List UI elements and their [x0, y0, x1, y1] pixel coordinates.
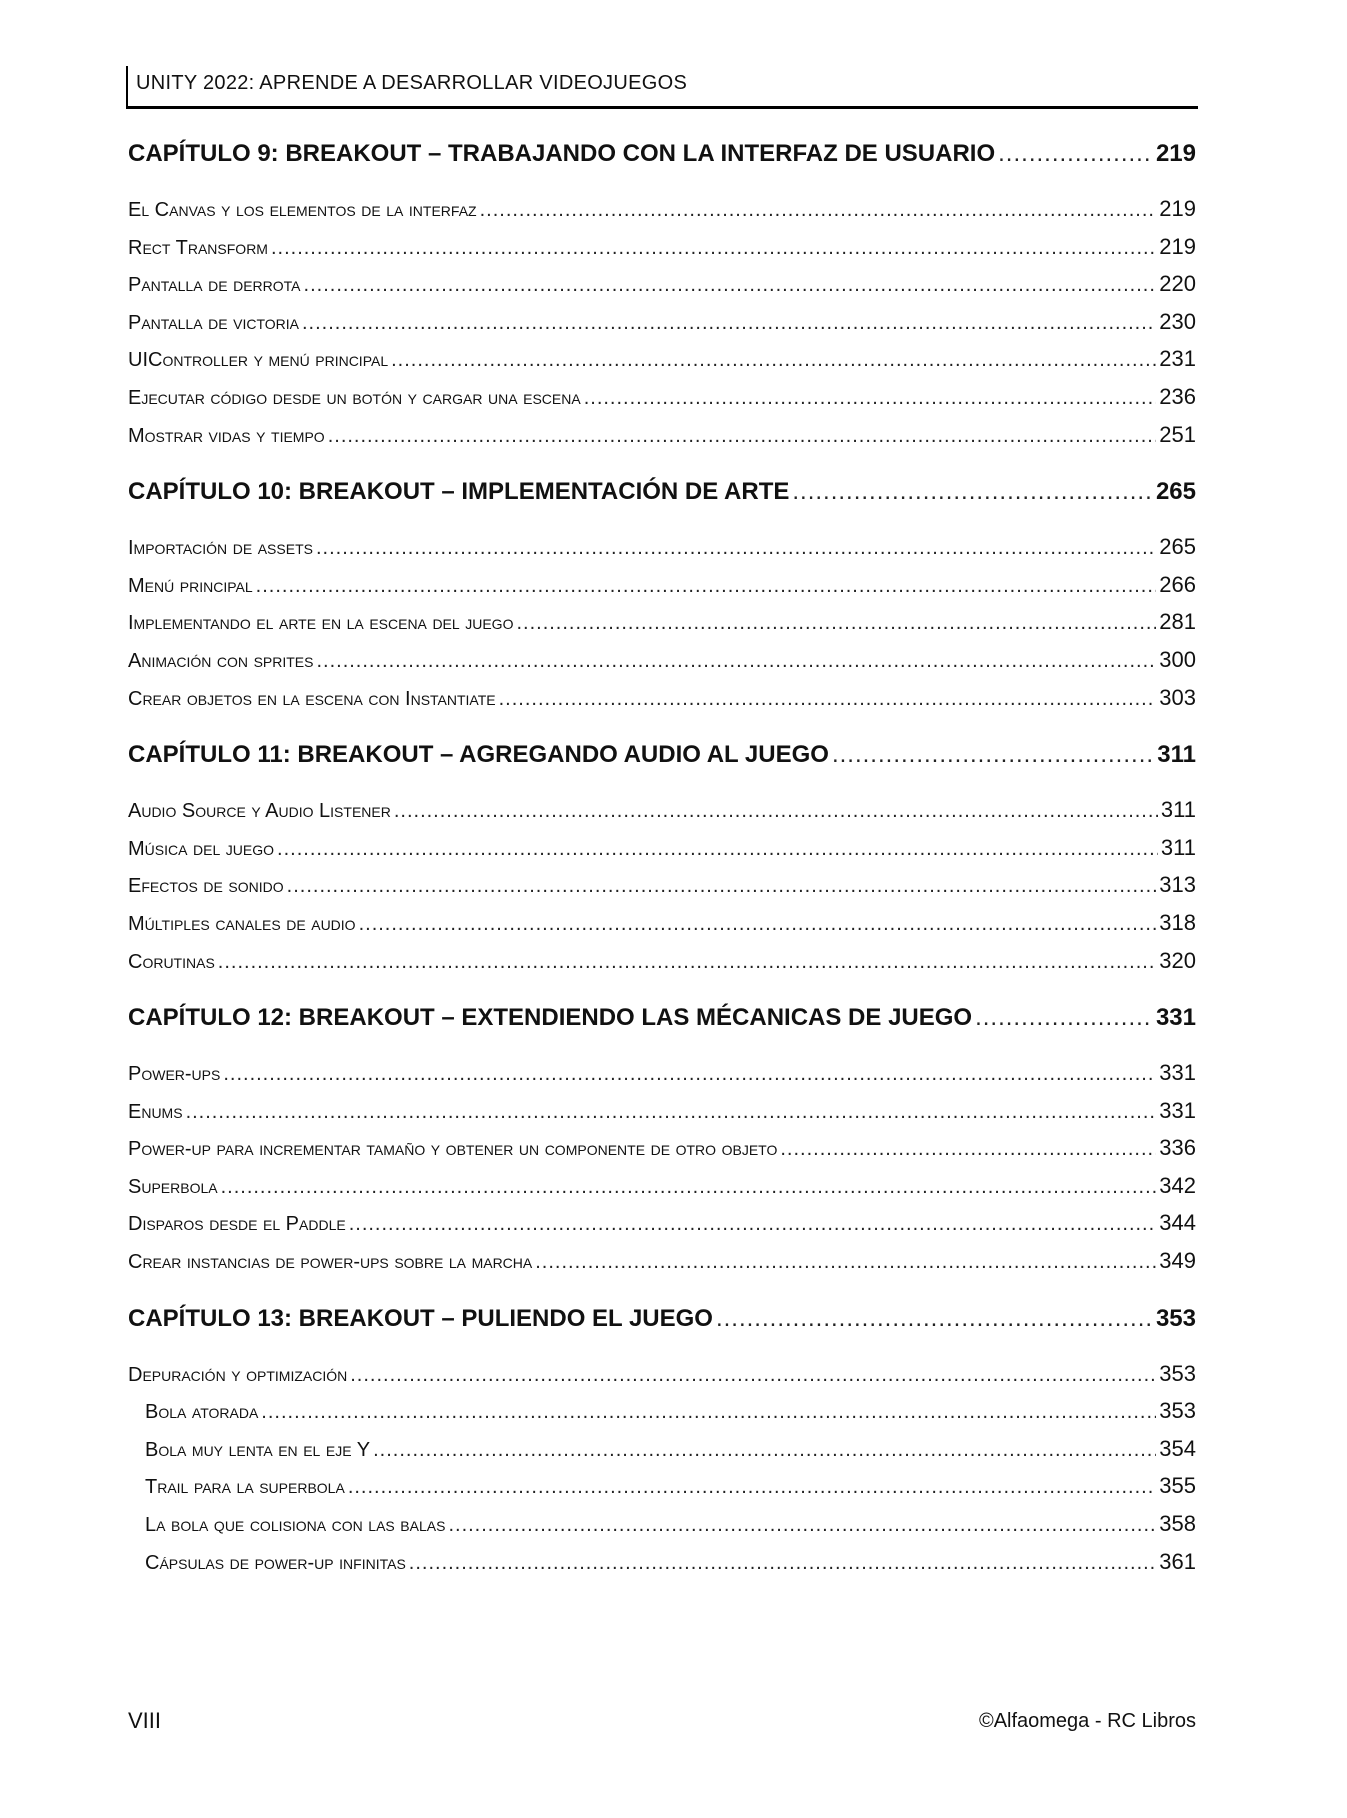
- section-title: Menú principal: [128, 574, 253, 597]
- section-title: Crear objetos en la escena con Instantiate: [128, 687, 496, 710]
- dot-leader: [516, 612, 1156, 635]
- section-title: Corutinas: [128, 950, 215, 973]
- section-page-number: 344: [1159, 1210, 1196, 1236]
- section-title: Implementando el arte en la escena del juego: [128, 612, 514, 635]
- publisher-credit: ©Alfaomega - RC Libros: [978, 1710, 1196, 1732]
- dot-leader: [373, 1439, 1156, 1462]
- subsection-entry[interactable]: [128, 1473, 1196, 1511]
- section-page-number: 311: [1160, 797, 1196, 823]
- section-entry[interactable]: [128, 685, 1196, 723]
- section-title: Audio Source y Audio Listener: [128, 800, 391, 823]
- dot-leader: [359, 913, 1157, 936]
- section-page-number: 230: [1159, 308, 1196, 334]
- section-page-number: 281: [1159, 609, 1196, 635]
- section-entry[interactable]: [128, 1248, 1196, 1286]
- section-title: Música del juego: [128, 837, 275, 860]
- section-title: Bola muy lenta en el eje Y: [145, 1438, 371, 1461]
- running-header: [126, 66, 1198, 109]
- section-page-number: 354: [1159, 1435, 1196, 1461]
- chapter-entry[interactable]: [128, 140, 1196, 180]
- dot-leader: [287, 875, 1157, 898]
- dot-leader: [221, 1176, 1157, 1199]
- section-page-number: 358: [1159, 1511, 1196, 1537]
- dot-leader: [328, 425, 1157, 448]
- section-entry[interactable]: [128, 910, 1196, 948]
- chapter-block: [128, 140, 1196, 459]
- section-page-number: 236: [1159, 383, 1196, 409]
- dot-leader: [716, 1305, 1153, 1333]
- dot-leader: [535, 1251, 1156, 1274]
- dot-leader: [391, 349, 1156, 372]
- section-page-number: 311: [1160, 834, 1196, 860]
- section-entry[interactable]: [128, 872, 1196, 910]
- section-page-number: 349: [1159, 1248, 1196, 1274]
- section-title: Ejecutar código desde un botón y cargar una escena: [128, 386, 581, 409]
- chapter-page-number: 219: [1155, 140, 1196, 167]
- section-title: Power-up para incrementar tamaño y obtener un componente de otro objeto: [128, 1138, 778, 1161]
- section-page-number: 219: [1159, 233, 1196, 259]
- section-entry[interactable]: [128, 1173, 1196, 1211]
- dot-leader: [186, 1101, 1157, 1124]
- dot-leader: [256, 575, 1157, 598]
- subsection-entry[interactable]: [128, 1511, 1196, 1549]
- section-entry[interactable]: [128, 609, 1196, 647]
- dot-leader: [998, 140, 1153, 168]
- section-page-number: 251: [1159, 421, 1196, 447]
- section-entry[interactable]: [128, 948, 1196, 986]
- dot-leader: [350, 1364, 1156, 1387]
- section-title: Pantalla de derrota: [128, 274, 301, 297]
- section-title: La bola que colisiona con las balas: [145, 1514, 446, 1537]
- section-page-number: 361: [1159, 1548, 1196, 1574]
- section-entry[interactable]: [128, 196, 1196, 234]
- section-title: Mostrar vidas y tiempo: [128, 424, 325, 447]
- section-title: Bola atorada: [145, 1401, 259, 1424]
- dot-leader: [277, 838, 1158, 861]
- section-entry[interactable]: [128, 835, 1196, 873]
- chapter-entry[interactable]: [128, 1305, 1196, 1345]
- dot-leader: [348, 1476, 1156, 1499]
- dot-leader: [792, 478, 1153, 506]
- section-entry[interactable]: [128, 572, 1196, 610]
- section-entry[interactable]: [128, 1361, 1196, 1399]
- section-title: Power-ups: [128, 1063, 221, 1086]
- chapter-page-number: 331: [1155, 1004, 1196, 1032]
- section-title: Trail para la superbola: [145, 1476, 345, 1499]
- section-page-number: 231: [1159, 346, 1196, 372]
- section-title: Importación de assets: [128, 537, 313, 560]
- section-page-number: 331: [1159, 1097, 1196, 1123]
- dot-leader: [584, 387, 1157, 410]
- dot-leader: [394, 800, 1158, 823]
- subsection-entry[interactable]: [128, 1549, 1196, 1587]
- section-entry[interactable]: [128, 234, 1196, 272]
- chapter-page-number: 265: [1155, 478, 1196, 506]
- chapter-title: CAPÍTULO 13: BREAKOUT – PULIENDO EL JUEGO: [128, 1304, 713, 1332]
- section-title: Superbola: [128, 1175, 218, 1198]
- dot-leader: [223, 1063, 1156, 1086]
- section-title: Enums: [128, 1100, 183, 1123]
- section-page-number: 355: [1159, 1473, 1196, 1499]
- subsection-entry[interactable]: [128, 1398, 1196, 1436]
- chapter-page-number: 353: [1155, 1304, 1196, 1332]
- section-entry[interactable]: [128, 422, 1196, 460]
- section-title: Disparos desde el Paddle: [128, 1213, 346, 1236]
- dot-leader: [349, 1213, 1157, 1236]
- dot-leader: [261, 1401, 1156, 1424]
- dot-leader: [499, 688, 1157, 711]
- chapter-title: CAPÍTULO 10: BREAKOUT – IMPLEMENTACIÓN DE ARTE: [128, 478, 790, 506]
- chapter-page-number: 311: [1157, 741, 1196, 769]
- section-page-number: 353: [1159, 1360, 1196, 1386]
- chapter-block: [128, 478, 1196, 722]
- dot-leader: [218, 951, 1157, 974]
- section-title: Cápsulas de power-up infinitas: [145, 1551, 406, 1574]
- section-page-number: 266: [1159, 571, 1196, 597]
- dot-leader: [316, 650, 1156, 673]
- dot-leader: [302, 312, 1156, 335]
- section-page-number: 265: [1159, 534, 1196, 560]
- section-entry[interactable]: [128, 384, 1196, 422]
- subsection-entry[interactable]: [128, 1436, 1196, 1474]
- dot-leader: [316, 537, 1156, 560]
- table-of-contents: [128, 140, 1196, 1586]
- dot-leader: [304, 274, 1157, 297]
- section-title: Múltiples canales de audio: [128, 912, 356, 935]
- section-page-number: 320: [1159, 947, 1196, 973]
- section-entry[interactable]: [128, 309, 1196, 347]
- section-page-number: 353: [1159, 1398, 1196, 1424]
- section-title: Depuración y optimización: [128, 1363, 348, 1386]
- chapter-block: [128, 1305, 1196, 1587]
- section-entry[interactable]: [128, 1098, 1196, 1136]
- chapter-title: CAPÍTULO 9: BREAKOUT – TRABAJANDO CON LA INTERFAZ DE USUARIO: [128, 140, 996, 167]
- running-title: UNITY 2022: APRENDE A DESARROLLAR VIDEOJUEGOS: [136, 72, 688, 94]
- section-entry[interactable]: [128, 647, 1196, 685]
- section-title: El Canvas y los elementos de la interfaz: [128, 199, 477, 221]
- dot-leader: [409, 1552, 1157, 1575]
- chapter-title: CAPÍTULO 12: BREAKOUT – EXTENDIENDO LAS MÉCANICAS DE JUEGO: [128, 1004, 973, 1032]
- chapter-entry[interactable]: [128, 1004, 1196, 1044]
- section-page-number: 220: [1159, 271, 1196, 297]
- chapter-entry[interactable]: [128, 478, 1196, 518]
- section-title: Pantalla de victoria: [128, 311, 299, 334]
- section-title: Animación con sprites: [128, 649, 314, 672]
- chapter-title: CAPÍTULO 11: BREAKOUT – AGREGANDO AUDIO AL JUEGO: [128, 741, 829, 769]
- chapter-block: [128, 741, 1196, 985]
- section-entry[interactable]: [128, 797, 1196, 835]
- section-page-number: 318: [1159, 909, 1196, 935]
- section-page-number: 219: [1159, 196, 1196, 221]
- section-entry[interactable]: [128, 271, 1196, 309]
- section-page-number: 331: [1159, 1060, 1196, 1086]
- dot-leader: [271, 237, 1156, 260]
- section-title: UIController y menú principal: [128, 349, 389, 372]
- dot-leader: [975, 1004, 1153, 1032]
- section-title: Rect Transform: [128, 236, 268, 259]
- section-entry[interactable]: [128, 346, 1196, 384]
- dot-leader: [832, 741, 1154, 769]
- section-entry[interactable]: [128, 534, 1196, 572]
- dot-leader: [448, 1514, 1156, 1537]
- section-entry[interactable]: [128, 1060, 1196, 1098]
- section-page-number: 342: [1159, 1172, 1196, 1198]
- section-page-number: 303: [1159, 684, 1196, 710]
- page-number: VIII: [128, 1708, 162, 1733]
- section-entry[interactable]: [128, 1135, 1196, 1173]
- section-entry[interactable]: [128, 1210, 1196, 1248]
- dot-leader: [780, 1138, 1156, 1161]
- section-title: Efectos de sonido: [128, 875, 284, 898]
- chapter-entry[interactable]: [128, 741, 1196, 781]
- section-page-number: 300: [1159, 646, 1196, 672]
- section-page-number: 313: [1159, 872, 1196, 898]
- chapter-block: [128, 1004, 1196, 1286]
- dot-leader: [480, 199, 1157, 222]
- section-page-number: 336: [1159, 1135, 1196, 1161]
- section-title: Crear instancias de power-ups sobre la marcha: [128, 1251, 533, 1274]
